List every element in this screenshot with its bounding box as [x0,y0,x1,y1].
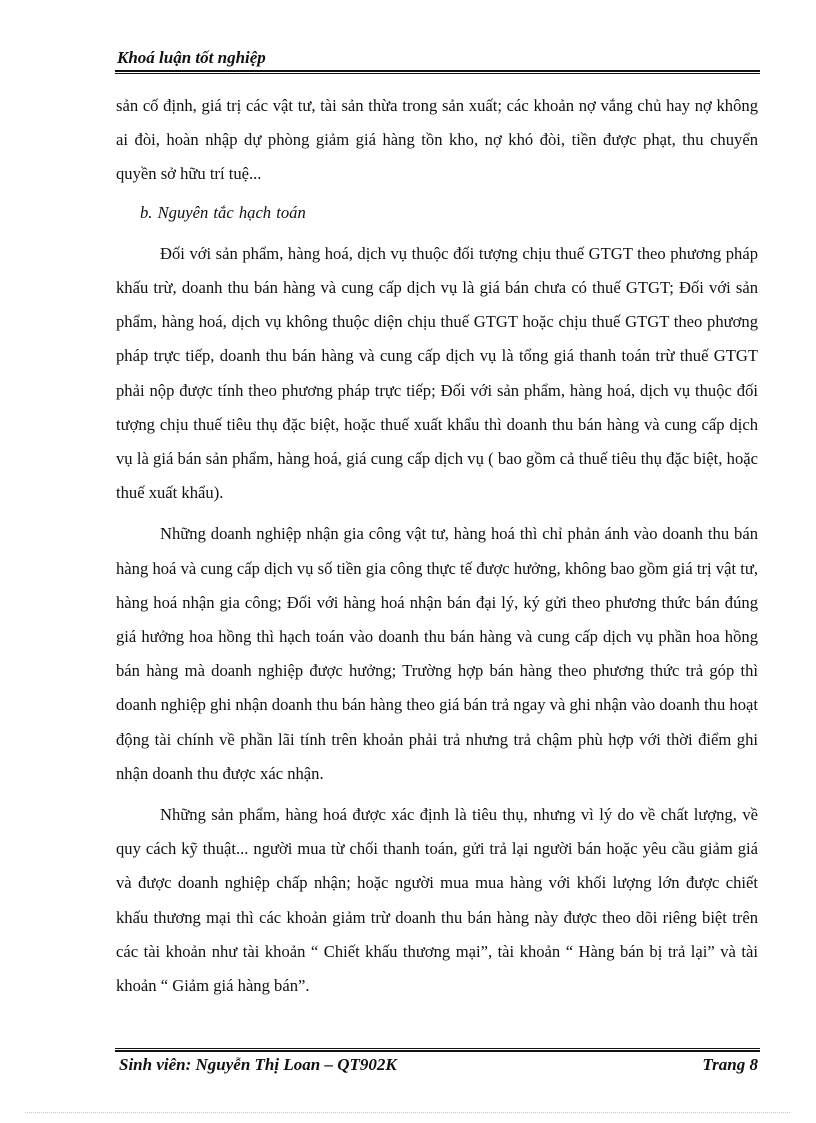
footer-rule [115,1050,760,1052]
page-bottom-border [25,1112,790,1113]
footer-rule-thin [115,1048,760,1049]
paragraph-2: Những doanh nghiệp nhận gia công vật tư, hàng hoá thì chỉ phản ánh vào doanh thu bán hàng hoá và cung cấp dịch vụ số tiền gia công thực tế được hưởng, không bao gồm giá trị vật tư, hàng hoá nhận gia công; Đối với hàng hoá nhận bán đại lý, ký gửi theo phương thức bán đúng giá hưởng hoa hồng thì hạch toán vào doanh thu bán hàng và cung cấp dịch vụ phần hoa hồng bán hàng mà doanh nghiệp được hưởng; Trường hợp bán hàng theo phương thức trả góp thì doanh nghiệp ghi nhận doanh thu bán hàng theo giá bán trả ngay và ghi nhận vào doanh thu hoạt động tài chính về phần lãi tính trên khoản phải trả nhưng trả chậm phù hợp với thời điểm ghi nhận doanh thu được xác nhận. [116,524,758,783]
footer-student: Sinh viên: Nguyễn Thị Loan – QT902K [119,1055,397,1074]
header-title: Khoá luận tốt nghiệp [117,48,266,67]
paragraph-3: Những sản phẩm, hàng hoá được xác định là tiêu thụ, nhưng vì lý do về chất lượng, về quy cách kỹ thuật... người mua từ chối thanh toán, gửi trả lại người bán hoặc yêu cầu giảm giá và được doanh nghiệp chấp nhận; hoặc người mua mua hàng với khối lượng lớn được chiết khấu thương mại thì các khoản giảm trừ doanh thu bán hàng này được theo dõi riêng biệt trên các tài khoản như tài khoản “ Chiết khấu thương mại”, tài khoản “ Hàng bán bị trả lại” và tài khoản “ Giảm giá hàng bán”. [116,805,758,996]
paragraph-1: Đối với sản phẩm, hàng hoá, dịch vụ thuộc đối tượng chịu thuế GTGT theo phương pháp khấu trừ, doanh thu bán hàng và cung cấp dịch vụ là giá bán chưa có thuế GTGT; Đối với sản phẩm, hàng hoá, dịch vụ không thuộc diện chịu thuế GTGT hoặc chịu thuế GTGT theo phương pháp trực tiếp, doanh thu bán hàng và cung cấp dịch vụ là tổng giá thanh toán trừ thuế GTGT phải nộp được tính theo phương pháp trực tiếp; Đối với sản phẩm, hàng hoá, dịch vụ thuộc đối tượng chịu thuế tiêu thụ đặc biệt, hoặc thuế xuất khẩu thì doanh thu bán hàng và cung cấp dịch vụ là giá bán sản phẩm, hàng hoá, giá cung cấp dịch vụ ( bao gồm cả thuế tiêu thụ đặc biệt, hoặc thuế xuất khẩu). [116,243,758,503]
header-rule [115,70,760,72]
body-text [116,89,758,1003]
section-subheading: b. Nguyên tắc hạch toán [140,202,306,222]
header-rule-thin [115,73,760,74]
continuation-paragraph: sản cố định, giá trị các vật tư, tài sản thừa trong sản xuất; các khoản nợ vắng chủ hay nợ không ai đòi, hoàn nhập dự phòng giảm giá hàng tồn kho, nợ khó đòi, tiền được phạt, thu chuyển quyền sở hữu trí tuệ... [116,96,758,184]
footer-page-number: Trang 8 [702,1055,758,1074]
